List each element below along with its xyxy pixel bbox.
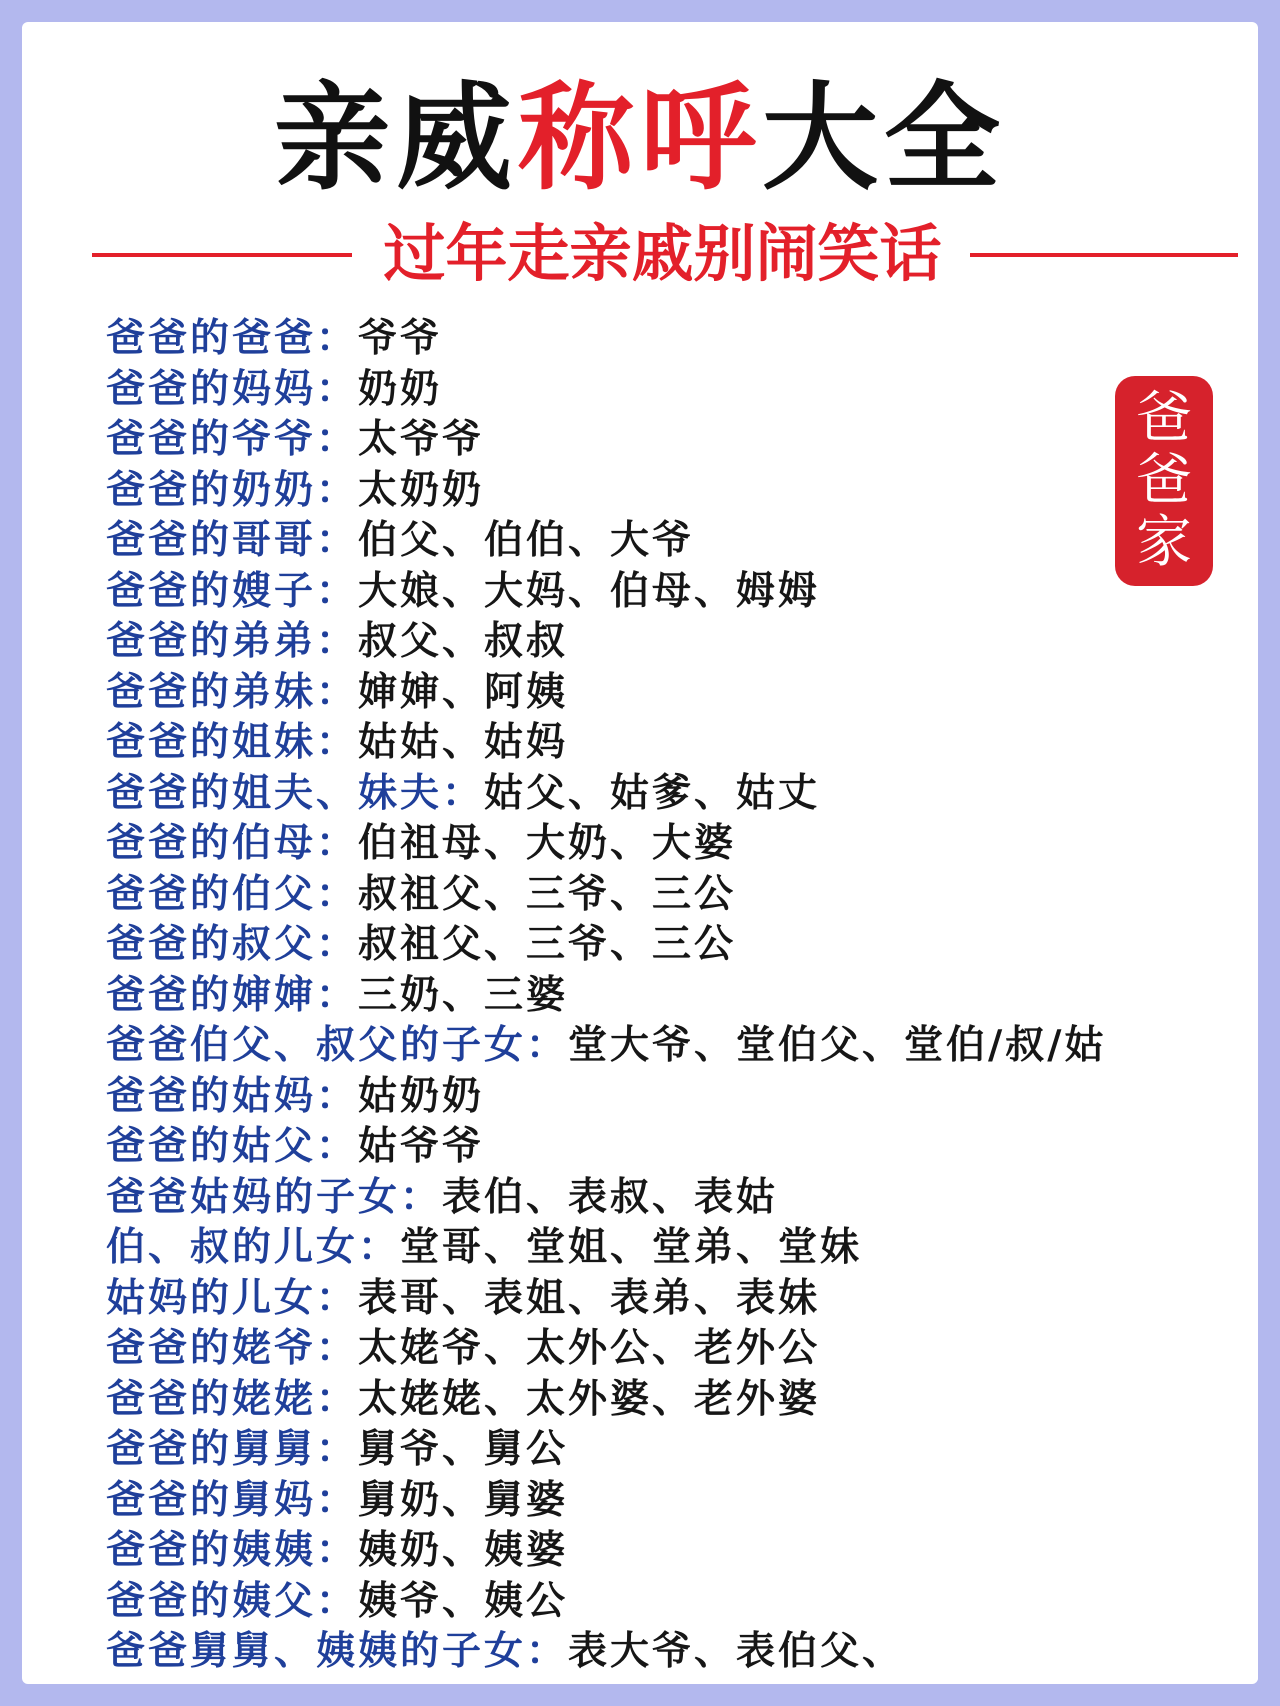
address-term: 表哥、表姐、表弟、表妹 bbox=[358, 1275, 821, 1321]
colon-separator: ： bbox=[316, 1528, 359, 1573]
relation-label: 爸爸的姥姥 bbox=[106, 1376, 317, 1422]
list-item bbox=[106, 668, 1206, 719]
address-term: 太爷爷 bbox=[358, 417, 485, 462]
relation-label: 爸爸的舅妈 bbox=[106, 1477, 317, 1523]
subtitle-divider-left bbox=[92, 253, 352, 257]
relation-label: 爸爸伯父、叔父的子女 bbox=[106, 1023, 527, 1068]
list-item bbox=[106, 617, 1206, 668]
colon-separator: ： bbox=[442, 770, 485, 816]
list-item bbox=[106, 1375, 1206, 1426]
colon-separator: ： bbox=[316, 871, 359, 917]
relation-label: 爸爸的姨姨 bbox=[106, 1528, 317, 1573]
list-item bbox=[106, 1476, 1206, 1527]
colon-separator: ： bbox=[316, 1073, 359, 1119]
address-term: 叔祖父、三爷、三公 bbox=[358, 922, 737, 967]
colon-separator: ： bbox=[316, 619, 359, 664]
relation-label: 爸爸的爸爸 bbox=[106, 316, 317, 361]
list-item bbox=[106, 1072, 1206, 1123]
colon-separator: ： bbox=[316, 1124, 359, 1169]
list-item bbox=[106, 1223, 1206, 1274]
colon-separator: ： bbox=[316, 972, 359, 1018]
address-term: 姑奶奶 bbox=[358, 1073, 485, 1119]
list-item bbox=[106, 516, 1206, 567]
list-item bbox=[106, 314, 1206, 365]
list-item bbox=[106, 1324, 1206, 1375]
address-term: 太奶奶 bbox=[358, 467, 485, 513]
relation-label: 爸爸的姑父 bbox=[106, 1124, 317, 1169]
address-term: 姑父、姑爹、姑丈 bbox=[484, 770, 821, 816]
relation-label: 爸爸的奶奶 bbox=[106, 467, 317, 513]
subtitle: 过年走亲戚别闹笑话 bbox=[383, 217, 942, 290]
list-item bbox=[106, 769, 1206, 820]
colon-separator: ： bbox=[400, 1174, 443, 1220]
list-item bbox=[106, 971, 1206, 1022]
list-item bbox=[106, 920, 1206, 971]
colon-separator: ： bbox=[316, 1326, 359, 1371]
list-item bbox=[106, 415, 1206, 466]
relation-label: 伯、叔的儿女 bbox=[106, 1225, 359, 1270]
colon-separator: ： bbox=[316, 518, 359, 563]
relation-label: 姑妈的儿女 bbox=[106, 1275, 317, 1321]
relation-label: 爸爸的婶婶 bbox=[106, 972, 317, 1018]
relation-label: 爸爸的姐夫、妹夫 bbox=[106, 770, 443, 816]
address-term: 伯父、伯伯、大爷 bbox=[358, 518, 695, 563]
colon-separator: ： bbox=[316, 669, 359, 715]
address-term: 堂哥、堂姐、堂弟、堂妹 bbox=[400, 1225, 863, 1270]
list-item bbox=[106, 1122, 1206, 1173]
colon-separator: ： bbox=[316, 366, 359, 412]
colon-separator: ： bbox=[316, 821, 359, 866]
address-term: 堂大爷、堂伯父、堂伯/叔/姑 bbox=[568, 1023, 1107, 1068]
relation-label: 爸爸的爷爷 bbox=[106, 417, 317, 462]
address-term: 伯祖母、大奶、大婆 bbox=[358, 821, 737, 866]
address-term: 表伯、表叔、表姑 bbox=[442, 1174, 779, 1220]
address-term: 奶奶 bbox=[358, 366, 443, 412]
address-term: 大娘、大妈、伯母、姆姆 bbox=[358, 568, 821, 614]
relation-label: 爸爸的妈妈 bbox=[106, 366, 317, 412]
colon-separator: ： bbox=[358, 1225, 401, 1270]
bottom-right-blur-overlay bbox=[922, 1614, 1258, 1680]
colon-separator: ： bbox=[316, 720, 359, 765]
list-item bbox=[106, 1274, 1206, 1325]
colon-separator: ： bbox=[316, 568, 359, 614]
relation-label: 爸爸的弟妹 bbox=[106, 669, 317, 715]
content-card bbox=[22, 22, 1258, 1684]
title-part-3: 大全 bbox=[762, 71, 1006, 206]
colon-separator: ： bbox=[316, 1376, 359, 1422]
relation-label: 爸爸的哥哥 bbox=[106, 518, 317, 563]
colon-separator: ： bbox=[526, 1023, 569, 1068]
subtitle-divider-right bbox=[970, 253, 1238, 257]
colon-separator: ： bbox=[316, 1578, 359, 1624]
subtitle-row bbox=[70, 218, 1256, 290]
list-item bbox=[106, 466, 1206, 517]
title-part-2-highlight: 称呼 bbox=[518, 71, 762, 206]
address-term: 姨爷、姨公 bbox=[358, 1578, 569, 1624]
list-item bbox=[106, 1021, 1206, 1072]
relation-label: 爸爸舅舅、姨姨的子女 bbox=[106, 1629, 527, 1674]
page-title bbox=[22, 71, 1258, 206]
colon-separator: ： bbox=[316, 1477, 359, 1523]
colon-separator: ： bbox=[316, 922, 359, 967]
section-badge-char: 爸 bbox=[1136, 386, 1192, 451]
list-item bbox=[106, 819, 1206, 870]
relation-list bbox=[106, 314, 1206, 1678]
colon-separator: ： bbox=[316, 417, 359, 462]
list-item bbox=[106, 567, 1206, 618]
address-term: 太姥姥、太外婆、老外婆 bbox=[358, 1376, 821, 1422]
address-term: 舅爷、舅公 bbox=[358, 1427, 569, 1472]
title-part-1: 亲威 bbox=[274, 71, 518, 206]
address-term: 三奶、三婆 bbox=[358, 972, 569, 1018]
colon-separator: ： bbox=[316, 1275, 359, 1321]
address-term: 姨奶、姨婆 bbox=[358, 1528, 569, 1573]
section-badge-char: 家 bbox=[1136, 510, 1192, 575]
list-item bbox=[106, 365, 1206, 416]
relation-label: 爸爸的伯母 bbox=[106, 821, 317, 866]
relation-label: 爸爸的姐妹 bbox=[106, 720, 317, 765]
relation-label: 爸爸姑妈的子女 bbox=[106, 1174, 401, 1220]
address-term: 舅奶、舅婆 bbox=[358, 1477, 569, 1523]
colon-separator: ： bbox=[316, 1427, 359, 1472]
relation-label: 爸爸的姑妈 bbox=[106, 1073, 317, 1119]
relation-label: 爸爸的叔父 bbox=[106, 922, 317, 967]
list-item bbox=[106, 1173, 1206, 1224]
list-item bbox=[106, 1425, 1206, 1476]
list-item bbox=[106, 1526, 1206, 1577]
colon-separator: ： bbox=[316, 467, 359, 513]
colon-separator: ： bbox=[316, 316, 359, 361]
address-term: 姑爷爷 bbox=[358, 1124, 485, 1169]
relation-label: 爸爸的嫂子 bbox=[106, 568, 317, 614]
list-item bbox=[106, 718, 1206, 769]
address-term: 爷爷 bbox=[358, 316, 443, 361]
address-term: 姑姑、姑妈 bbox=[358, 720, 569, 765]
address-term: 叔祖父、三爷、三公 bbox=[358, 871, 737, 917]
relation-label: 爸爸的舅舅 bbox=[106, 1427, 317, 1472]
address-term: 太姥爷、太外公、老外公 bbox=[358, 1326, 821, 1371]
relation-label: 爸爸的姨父 bbox=[106, 1578, 317, 1624]
address-term: 表大爷、表伯父、 bbox=[568, 1629, 905, 1674]
relation-label: 爸爸的伯父 bbox=[106, 871, 317, 917]
list-item bbox=[106, 870, 1206, 921]
relation-label: 爸爸的姥爷 bbox=[106, 1326, 317, 1371]
relation-label: 爸爸的弟弟 bbox=[106, 619, 317, 664]
colon-separator: ： bbox=[526, 1629, 569, 1674]
address-term: 叔父、叔叔 bbox=[358, 619, 569, 664]
address-term: 婶婶、阿姨 bbox=[358, 669, 569, 715]
section-badge-char: 爸 bbox=[1136, 448, 1192, 513]
